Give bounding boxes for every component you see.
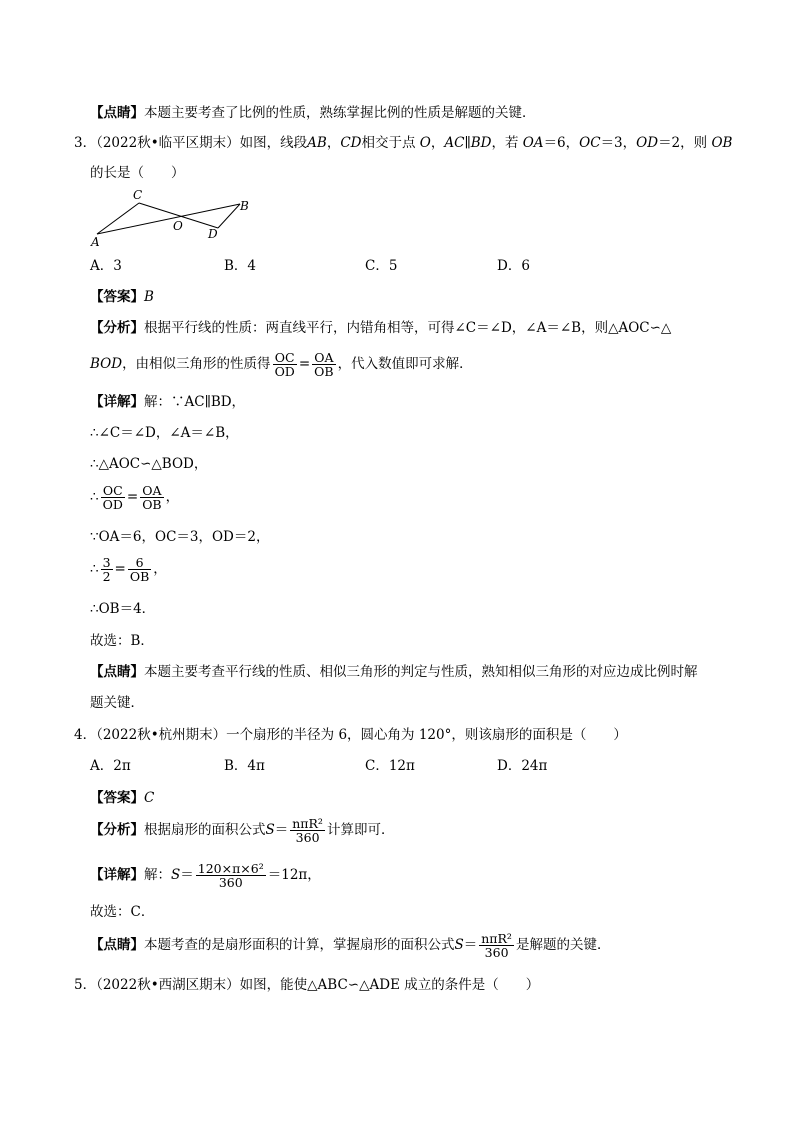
q3-answer (90, 288, 154, 306)
stem-text: ， (430, 135, 445, 151)
option-b[interactable]: B．4π (224, 758, 265, 774)
detail-line: 故选：B． (90, 633, 154, 649)
stem-var: BD (470, 135, 492, 151)
detail-text: 解： (144, 867, 171, 883)
detail-line-fraction: ∴ $\frac{OC}{OD}$ = $\frac{OA}{OB}$ ， (90, 483, 180, 512)
q3-comment-line2: 题关键． (90, 695, 144, 711)
q5-stem (74, 976, 539, 994)
option-a[interactable]: A．2π (90, 758, 131, 774)
question-number: 3． (74, 135, 97, 151)
comment-tag: 【点睛】 (90, 105, 144, 121)
fraction-oc-od: $\frac{OC}{OD}$ (102, 483, 123, 512)
stem-var: CD (340, 135, 362, 151)
detail-text: 解：∵AC∥BD， (144, 394, 246, 410)
question-number: 4． (74, 727, 97, 743)
detail-text: ＝12π， (267, 867, 321, 883)
stem-text: 相交于点 (361, 135, 416, 151)
answer-value: B (144, 289, 154, 305)
comment-text: 本题主要考查了比例的性质，熟练掌握比例的性质是解题的关键． (144, 105, 536, 121)
q4-detail: 【详解】解：S＝ $\frac{\text{120×π×6²}}{360}$ ＝12π， (90, 861, 321, 890)
question-source: （2022秋•西湖区期末） (96, 977, 240, 993)
q4-answer (90, 789, 154, 807)
fraction-sector-formula: $\frac{\text{nπR²}}{360}$ (481, 931, 512, 960)
fraction-3-2: $\frac{3}{2}$ (102, 555, 111, 584)
question-source: （2022秋•临平区期末） (96, 135, 240, 151)
analysis-text: ，由相似三角形的性质得 (122, 356, 271, 372)
stem-text: 如图，线段 (239, 135, 308, 151)
analysis-var: BOD (90, 356, 123, 372)
analysis-tag: 【分析】 (90, 320, 144, 336)
stem-text: 如图，能使△ABC∽△ADE 成立的条件是（ ） (239, 977, 540, 993)
detail-tag: 【详解】 (90, 867, 144, 883)
detail-var: S (171, 867, 181, 883)
option-c[interactable]: C．5 (365, 258, 398, 274)
q3-analysis-line2: BOD，由相似三角形的性质得 $\frac{OC}{OD}$ = $\frac{OA}{OB}$ ，代入数值即可求解． (90, 350, 473, 379)
q3-stem (74, 134, 732, 152)
comment-text: 是解题的关键． (515, 937, 611, 953)
q3-comment (90, 663, 698, 681)
stem-var: O (415, 135, 431, 151)
fraction-sector-calc: $\frac{\text{120×π×6²}}{360}$ (197, 861, 264, 890)
label-b: B (240, 199, 249, 213)
comment-text: 本题主要考查平行线的性质、相似三角形的判定与性质，熟知相似三角形的对应边成比例时解 (144, 664, 698, 680)
q4-comment: 【点睛】本题考查的是扇形面积的计算，掌握扇形的面积公式S＝ $\frac{\text{nπR²}}{360}$ 是解题的关键． (90, 931, 611, 960)
option-a[interactable]: A．3 (90, 258, 122, 274)
analysis-text: 根据扇形的面积公式 (144, 822, 266, 838)
option-d[interactable]: D．6 (497, 258, 530, 274)
analysis-text: 根据平行线的性质：两直线平行，内错角相等，可得∠C＝∠D，∠A＝∠B，则△AOC∽△ (144, 320, 672, 336)
comment-tag: 【点睛】 (90, 664, 144, 680)
fraction-oc-od: $\frac{OC}{OD}$ (274, 350, 295, 379)
q4-choose: 故选：C． (90, 904, 155, 920)
detail-line: ∴OB＝4． (90, 601, 156, 617)
stem-text: 一个扇形的半径为 6，圆心角为 120°，则该扇形的面积是（ ） (226, 727, 627, 743)
answer-tag: 【答案】 (90, 790, 144, 806)
stem-text: ∥ (464, 135, 471, 151)
stem-var: OB (707, 135, 733, 151)
stem-text: ，若 (491, 135, 519, 151)
stem-var: OC (579, 135, 601, 151)
label-c: C (133, 188, 143, 202)
label-d: D (208, 227, 218, 241)
detail-tag: 【详解】 (90, 394, 144, 410)
fraction-oa-ob: $\frac{OA}{OB}$ (314, 350, 334, 379)
q3-stem-line2: 的长是（ ） (90, 165, 185, 181)
detail-line: ∴∠C＝∠D，∠A＝∠B， (90, 425, 239, 441)
stem-var: OD (636, 135, 659, 151)
q3-detail (90, 393, 245, 411)
option-d[interactable]: D．24π (497, 758, 548, 774)
stem-var: AB (307, 135, 327, 151)
answer-tag: 【答案】 (90, 289, 144, 305)
question-number: 5． (74, 977, 97, 993)
q4-analysis: 【分析】根据扇形的面积公式S＝ $\frac{\text{nπR²}}{360}$ 计算即可． (90, 816, 395, 845)
comment-tag: 【点睛】 (90, 937, 144, 953)
question-source: （2022秋•杭州期末） (96, 727, 227, 743)
stem-text: ＝3， (600, 135, 637, 151)
analysis-text: ，代入数值即可求解． (337, 356, 473, 372)
answer-value: C (144, 790, 155, 806)
fraction-sector-formula: $\frac{\text{nπR²}}{360}$ (292, 816, 323, 845)
fraction-oa-ob: $\frac{OA}{OB}$ (142, 483, 162, 512)
q2-comment (90, 104, 536, 122)
label-o: O (173, 219, 183, 233)
analysis-var: S (265, 822, 275, 838)
q3-figure (88, 186, 258, 248)
detail-line-fraction: ∴ $\frac{3}{2}$ = $\frac{6}{OB}$ ， (90, 555, 167, 584)
stem-text: ＝2，则 (658, 135, 708, 151)
option-b[interactable]: B．4 (224, 258, 257, 274)
segment-ab (97, 204, 240, 234)
option-c[interactable]: C．12π (365, 758, 415, 774)
comment-var: S (454, 937, 464, 953)
detail-line: ∴△AOC∽△BOD， (90, 456, 208, 472)
stem-text: ， (326, 135, 341, 151)
fraction-6-ob: $\frac{6}{OB}$ (129, 555, 150, 584)
comment-text: 本题考查的是扇形面积的计算，掌握扇形的面积公式 (144, 937, 455, 953)
stem-var: AC (444, 135, 465, 151)
analysis-tag: 【分析】 (90, 822, 144, 838)
q3-analysis (90, 319, 671, 337)
stem-var: OA (518, 135, 544, 151)
analysis-text: 计算即可． (326, 822, 395, 838)
detail-line: ∵OA＝6，OC＝3，OD＝2， (90, 529, 270, 545)
q4-stem (74, 726, 627, 744)
stem-text: ＝6， (543, 135, 580, 151)
label-a: A (91, 235, 100, 248)
